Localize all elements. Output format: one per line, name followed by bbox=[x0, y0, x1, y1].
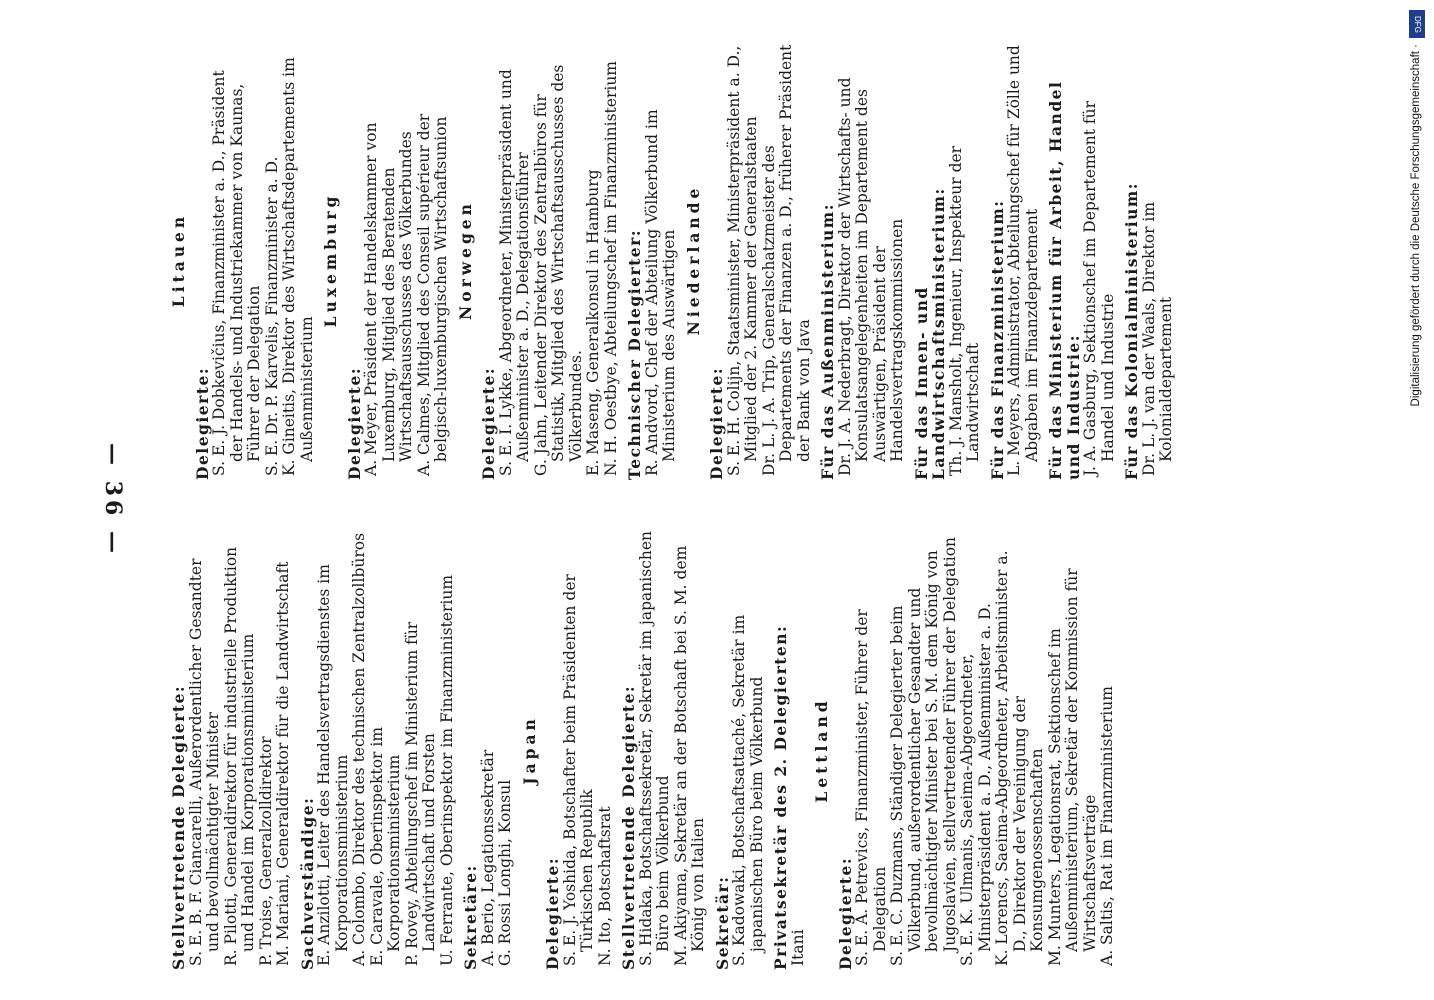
entry: S. E. C. Duzmans, Ständiger Delegierter beim Völkerbund, außerordentlicher Gesandter und bevollmächtigter Minister bei S. M. dem König von Jugoslavien, stellvertretender Führer der Delegation bbox=[888, 536, 959, 966]
entry: G. Jahn, Leitender Direktor des Zentralbüros für Statistik, Mitglied des Wirtschaftsausschusses des Völkerbundes. bbox=[531, 64, 585, 476]
section-heading: Delegierte: bbox=[344, 366, 364, 480]
section-heading: Sachverständige: bbox=[297, 796, 317, 970]
country-heading: Niederlande bbox=[683, 184, 703, 336]
entry: E. Anzilotti, Leiter des Handelsvertragsdienstes im Korporationsministerium bbox=[315, 564, 351, 966]
entry: M. Mariani, Generaldirektor für die Landwirtschaft bbox=[274, 561, 292, 966]
left-column bbox=[164, 530, 1434, 970]
entry: Dr. L. J. van der Waals, Direktor im Kolonialdepartement bbox=[1139, 201, 1175, 476]
section-heading: Delegierte: bbox=[479, 366, 498, 480]
section-heading: Für das Ministerium für Arbeit, Handel und Industrie: bbox=[1046, 80, 1083, 480]
entry: U. Ferrante, Oberinspektor im Finanzministerium bbox=[437, 574, 456, 966]
country-heading: Norwegen bbox=[455, 200, 475, 320]
entry: A. Calmes, Mitglied des Conseil supérieur der belgisch-luxemburgischen Wirtschaftsunion bbox=[414, 113, 450, 476]
section-heading: Für das Außenministerium: bbox=[818, 203, 837, 480]
entry: S. E. Dr. P. Karvelis, Finanzminister a. D. bbox=[262, 156, 281, 476]
entry: Dr. J. A. Nederbragt, Direktor der Wirtschafts- und Konsulatsangelegenheiten im Departement des Auswärtigen, Präsident der Handelsvertragskommissionen bbox=[835, 77, 906, 476]
section-heading: Sekretär: bbox=[712, 875, 732, 970]
entry: A. Meyer, Präsident der Handelskammer von Luxemburg, Mitglied des Beratenden Wirtschaftsausschusses des Völkerbundes bbox=[362, 122, 415, 476]
section-heading: Delegierte: bbox=[707, 366, 726, 480]
entry: A. Saltis, Rat im Finanzministerium bbox=[1098, 686, 1116, 966]
entry: R. Pilotti, Generaldirektor für industrielle Produktion und Handel im Korporationsministerium bbox=[221, 546, 257, 966]
section-heading: Delegierte: bbox=[543, 856, 562, 970]
entry: Dr. L. J. A. Trip, Generalschatzmeister des Departements der Finanzen a. D., früherer Präsident der Bank von Java bbox=[759, 44, 813, 476]
section-heading: Delegierte: bbox=[835, 856, 855, 970]
page-number: — 36 — bbox=[100, 443, 126, 557]
entry: N. H. Oestbye, Abteilungschef im Finanzministerium bbox=[601, 60, 620, 476]
entry: S. E. A. Petrevics, Finanzminister, Führer der Delegation bbox=[853, 609, 889, 966]
entry: M. Akiyama, Sekretär an der Botschaft bei S. M. dem König von Italien bbox=[671, 545, 707, 966]
country-heading: Japan bbox=[519, 715, 539, 785]
section-heading: Stellvertretende Delegierte: bbox=[619, 684, 638, 970]
entry: Th. J. Mansholt, Ingenieur, Inspekteur der Landwirtschaft bbox=[946, 145, 982, 476]
entry: P. Rovey, Abteilungschef im Ministerium für Landwirtschaft und Forsten bbox=[402, 621, 438, 966]
section-heading: Sekretäre: bbox=[461, 864, 480, 970]
country-heading: Luxemburg bbox=[321, 192, 340, 328]
section-heading: Technischer Delegierter: bbox=[625, 228, 644, 480]
entry: E. Caravale, Oberinspektor im Korporationsministerium bbox=[367, 726, 403, 966]
section-heading: Delegierte: bbox=[192, 366, 212, 480]
entry: A. Colombo, Direktor des technischen Zentralzollbüros bbox=[350, 532, 368, 966]
entry: K. Gineitis, Direktor des Wirtschaftsdepartements im Außenministerium bbox=[280, 57, 316, 476]
entry: S. E. I. Lykke, Abgeordneter, Ministerpräsident und Außenminister a. D., Delegationsführer bbox=[496, 69, 532, 476]
entry: P. Troise, Generalzolldirektor bbox=[256, 736, 275, 966]
section-heading: Für das Finanzministerium: bbox=[987, 199, 1007, 480]
entry: S. E. J. Dobkevičius, Finanzminister a. D., Präsident der Handels- und Industriekammer von Kaunas, Führer der Delegation bbox=[210, 70, 263, 476]
entry: A. Berio, Legationssekretär bbox=[478, 749, 497, 966]
watermark-text: Digitalisierung gefördert durch die Deutsche Forschungsgemeinschaft · bbox=[1410, 44, 1422, 407]
entry: S. E. B. F. Ciancarelli, Außerordentlicher Gesandter und bevollmächtigter Minister bbox=[186, 558, 222, 966]
entry: L. Meyers, Administrator, Abteilungschef für Zölle und Abgaben im Finanzdepartement bbox=[1005, 45, 1041, 476]
entry: S. Kadowaki, Botschaftsattaché, Sekretär im japanischen Büro beim Völkerbund bbox=[730, 614, 766, 966]
section-heading: Stellvertretende Delegierte: bbox=[169, 684, 188, 970]
entry: G. Rossi Longhi, Konsul bbox=[496, 779, 514, 966]
entry: S. E. J. Yoshida, Botschafter beim Präsidenten der Türkischen Republik bbox=[560, 574, 596, 966]
dfg-logo: DFG bbox=[1409, 10, 1425, 38]
country-heading: Lettland bbox=[812, 697, 831, 803]
country-heading: Litauen bbox=[169, 212, 188, 308]
entry: E. Maseng, Generalkonsul in Hamburg bbox=[584, 169, 602, 476]
entry: S. E. H. Colijn, Staatsminister, Ministerpräsident a. D., Mitglied der 2. Kammer der Generalstaaten bbox=[724, 45, 760, 476]
entry: Itani bbox=[788, 929, 807, 966]
entry: N. Ito, Botschaftsrat bbox=[595, 806, 614, 966]
right-column bbox=[164, 40, 1434, 480]
entry: S. Hidaka, Botschaftssekretär, Sekretär im japanischen Büro beim Völkerbund bbox=[636, 531, 672, 966]
entry: K. Lorencs, Saeima-Abgeordneter, Arbeitsminister a. D., Direktor der Vereinigung der Konsumgenossenschaften bbox=[993, 550, 1046, 966]
entry: J. A. Gasburg, Sektionschef im Departement für Handel und Industrie bbox=[1081, 100, 1117, 476]
entry: S. E. K. Ulmanis, Saeima-Abgeordneter, Ministerpräsident a. D., Außenminister a. D. bbox=[958, 603, 994, 966]
entry: R. Andvord, Chef der Abteilung Völkerbund im Ministerium des Auswärtigen bbox=[642, 109, 678, 476]
entry: M. Munters, Legationsrat, Sektionschef im Außenministerium, Sekretär der Kommission für Wirtschaftsverträge bbox=[1045, 568, 1099, 966]
section-heading: Privatsekretär des 2. Delegierten: bbox=[771, 624, 790, 970]
section-heading: Für das Kolonialministerium: bbox=[1122, 182, 1141, 480]
section-heading: Für das Innen- und Landwirtschaftsministerium: bbox=[911, 187, 948, 480]
